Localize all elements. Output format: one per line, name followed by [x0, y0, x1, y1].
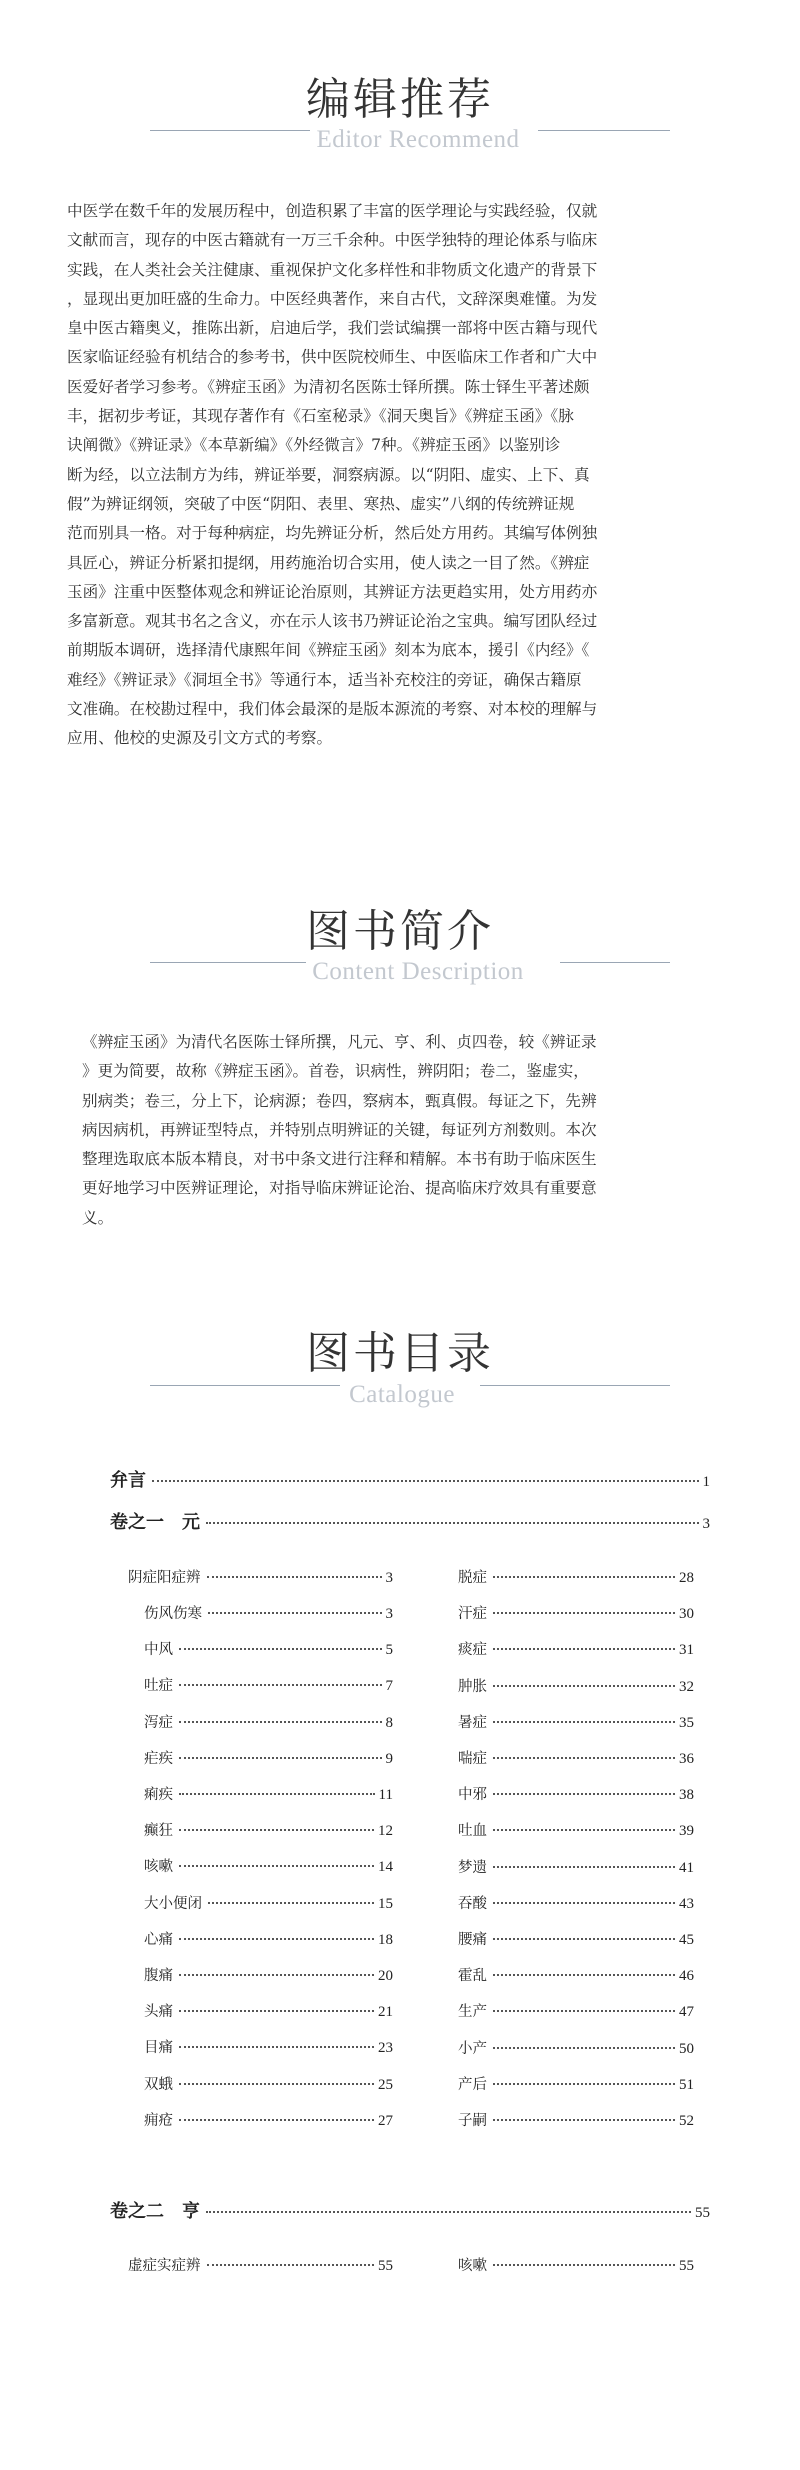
toc-entry[interactable] [144, 1783, 393, 1804]
editor-line: 假”为辨证纲领，突破了中医“阴阳、表里、寒热、虚实”八纲的传统辨证规 [67, 494, 575, 513]
toc-label: 卷之二 亨 [110, 2201, 200, 2222]
toc-page: 9 [385, 1750, 393, 1767]
toc-page: 43 [679, 1895, 694, 1912]
toc-entry[interactable] [144, 2036, 393, 2057]
toc-leader [493, 1721, 675, 1723]
toc-entry[interactable] [458, 1711, 694, 1732]
toc-entry[interactable] [144, 1747, 393, 1768]
toc-label: 痈疮 [144, 2112, 173, 2129]
toc-label: 肿胀 [458, 1678, 487, 1695]
toc-label: 虚症实症辨 [128, 2258, 201, 2274]
toc-page: 30 [679, 1606, 694, 1623]
content-title: 图书简介 [306, 906, 494, 957]
toc-page: 55 [378, 2258, 393, 2274]
toc-entry[interactable] [144, 1964, 393, 1985]
toc-leader [493, 1685, 675, 1687]
toc-leader [206, 2211, 691, 2213]
content-body [82, 1028, 722, 1233]
toc-entry[interactable] [144, 1674, 393, 1695]
toc-label: 疟疾 [144, 1750, 173, 1767]
toc-leader [208, 1612, 382, 1614]
toc-page: 36 [679, 1751, 694, 1767]
toc-page: 39 [679, 1823, 694, 1840]
catalogue-section-header [0, 1326, 800, 1416]
editor-line: ，显现出更加旺盛的生命力。中医经典著作，来自古代，文辞深奥难懂。为发 [67, 289, 598, 308]
toc-leader [493, 1612, 675, 1614]
toc-page: 51 [679, 2076, 694, 2093]
toc-label: 子嗣 [458, 2113, 487, 2129]
toc-label: 吞酸 [458, 1895, 487, 1912]
toc-leader [493, 2119, 675, 2121]
toc-label: 暑症 [458, 1714, 487, 1731]
toc-label: 中邪 [458, 1787, 487, 1804]
toc-page: 41 [679, 1859, 694, 1876]
toc-page: 31 [679, 1642, 694, 1659]
toc-label: 卷之一 元 [110, 1512, 200, 1533]
editor-line: 中医学在数千年的发展历程中，创造积累了丰富的医学理论与实践经验，仅就 [67, 202, 598, 220]
toc-page: 3 [385, 1606, 393, 1622]
toc-leader [493, 1829, 675, 1831]
editor-line: 具匠心，辨证分析紧扣提纲，用药施治切合实用，使人读之一目了然。《辨症 [67, 553, 590, 572]
toc-entry[interactable] [458, 1964, 694, 1985]
toc-leader [493, 1938, 675, 1940]
toc-entry[interactable] [458, 2109, 694, 2130]
toc-page: 52 [679, 2113, 694, 2129]
toc-label: 弁言 [110, 1470, 146, 1491]
toc-label: 喘症 [458, 1751, 487, 1767]
toc-leader [207, 1576, 382, 1578]
toc-entry[interactable] [144, 2109, 393, 2130]
editor-title: 编辑推荐 [306, 74, 494, 125]
toc-label: 咳嗽 [144, 1859, 173, 1876]
toc-label: 癫狂 [144, 1823, 173, 1840]
toc-group-1[interactable] [128, 1566, 393, 1587]
catalogue-title: 图书目录 [306, 1328, 494, 1379]
toc-entry[interactable] [458, 2037, 694, 2058]
toc-entry[interactable] [458, 1928, 694, 1949]
toc-page: 38 [679, 1787, 694, 1804]
toc-entry[interactable] [458, 2000, 694, 2021]
toc-page: 21 [378, 2004, 393, 2021]
toc-entry[interactable] [144, 1928, 393, 1949]
toc-leader [493, 2010, 675, 2012]
toc-entry[interactable] [144, 1819, 393, 1840]
toc-label: 大小便闭 [144, 1895, 202, 1912]
toc-label: 痰症 [458, 1642, 487, 1659]
toc-leader [493, 1648, 675, 1650]
toc-entry[interactable] [144, 1638, 393, 1659]
toc-label: 伤风伤寒 [144, 1606, 202, 1622]
editor-line: 诀阐微》《辨证录》《本草新编》《外经微言》7种。《辨症玉函》以鉴别诊 [67, 436, 561, 455]
toc-leader [208, 1902, 374, 1904]
toc-entry[interactable] [458, 1892, 694, 1913]
editor-body [67, 197, 732, 754]
toc-page: 47 [679, 2004, 694, 2021]
toc-entry[interactable] [458, 1783, 694, 1804]
editor-line: 医爱好者学习参考。《辨症玉函》为清初名医陈士铎所撰。陈士铎生平著述颇 [67, 377, 590, 396]
toc-label: 吐血 [458, 1823, 487, 1840]
toc-label: 目痛 [144, 2040, 173, 2057]
toc-page: 23 [378, 2040, 393, 2057]
toc-leader [179, 1938, 374, 1940]
toc-leader [179, 1721, 382, 1723]
toc-label: 头痛 [144, 2004, 173, 2021]
toc-leader [179, 1648, 382, 1650]
toc-page: 46 [679, 1968, 694, 1985]
toc-page: 55 [679, 2258, 694, 2274]
toc-page: 32 [679, 1678, 694, 1695]
toc-label: 阴症阳症辨 [128, 1570, 201, 1586]
toc-entry[interactable] [144, 1892, 393, 1913]
toc-leader [493, 1866, 675, 1868]
toc-entry[interactable] [458, 1747, 694, 1768]
toc-entry[interactable] [458, 1856, 694, 1877]
toc-leader [179, 1684, 382, 1686]
toc-leader [179, 2119, 374, 2121]
toc-leader [179, 1865, 374, 1867]
toc-entry[interactable] [458, 1638, 694, 1659]
toc-label: 霍乱 [458, 1968, 487, 1985]
toc-group-2-right[interactable] [458, 2254, 694, 2275]
content-line: 别病类；卷三，分上下，论病源；卷四，察病本，甄真假。每证之下，先辨 [82, 1091, 597, 1110]
toc-leader [179, 2083, 374, 2085]
content-subtitle: Content Description [0, 957, 800, 987]
toc-label: 梦遗 [458, 1859, 487, 1876]
toc-leader [493, 2264, 675, 2266]
toc-label: 生产 [458, 2004, 487, 2021]
toc-label: 痢疾 [144, 1787, 173, 1803]
content-section-header [0, 904, 800, 994]
content-line: 更好地学习中医辨证理论，对指导临床辨证论治、提高临床疗效具有重要意 [82, 1179, 597, 1198]
content-line: 《辨症玉函》为清代名医陈士铎所撰，凡元、亨、利、贞四卷，较《辨证录 [82, 1033, 597, 1051]
toc-page: 50 [679, 2040, 694, 2057]
toc-leader [179, 2046, 374, 2048]
toc-label: 汗症 [458, 1606, 487, 1623]
toc-page: 35 [679, 1714, 694, 1731]
toc-page: 8 [385, 1714, 393, 1731]
toc-leader [179, 1757, 382, 1759]
toc-page: 14 [378, 1859, 393, 1876]
content-line: 》更为简要，故称《辨症玉函》。首卷，识病性，辨阴阳；卷二，鉴虚实， [82, 1062, 589, 1081]
catalogue-subtitle: Catalogue [0, 1380, 800, 1410]
toc-entry[interactable] [144, 1602, 393, 1623]
toc-group-2[interactable] [128, 2254, 393, 2275]
toc-leader [179, 1793, 375, 1795]
toc-entry[interactable] [458, 1819, 694, 1840]
toc-label: 小产 [458, 2040, 487, 2057]
editor-line: 应用、他校的史源及引文方式的考察。 [67, 729, 333, 748]
toc-entry[interactable] [144, 2073, 393, 2094]
toc-entry[interactable] [458, 2073, 694, 2094]
editor-subtitle: Editor Recommend [0, 125, 800, 155]
editor-line: 前期版本调研，选择清代康熙年间《辨症玉函》刻本为底本，援引《内经》《 [67, 641, 590, 660]
editor-line: 玉函》注重中医整体观念和辨证论治原则，其辨证方法更趋实用，处方用药亦 [67, 582, 598, 601]
toc-entry[interactable] [458, 1566, 694, 1587]
toc-page: 55 [695, 2205, 710, 2221]
toc-page: 15 [378, 1895, 393, 1912]
editor-line: 实践，在人类社会关注健康、重视保护文化多样性和非物质文化遗产的背景下 [67, 260, 598, 279]
toc-page: 11 [378, 1787, 393, 1803]
editor-line: 丰，据初步考证，其现存著作有《石室秘录》《洞天奥旨》《辨症玉函》《脉 [67, 407, 574, 426]
toc-page: 1 [702, 1474, 710, 1490]
toc-leader [493, 1902, 675, 1904]
toc-volume-1[interactable] [110, 1508, 710, 1534]
toc-page: 7 [385, 1678, 393, 1695]
toc-label: 泻症 [144, 1714, 173, 1731]
toc-page: 20 [378, 1968, 393, 1984]
toc-leader [179, 1974, 374, 1976]
editor-section-header [0, 72, 800, 162]
editor-line: 难经》《辨证录》《洞垣全书》等通行本，适当补充校注的旁证，确保古籍原 [67, 670, 582, 689]
toc-label: 心痛 [144, 1931, 173, 1948]
editor-line: 文献而言，现存的中医古籍就有一万三千余种。中医学独特的理论体系与临床 [67, 231, 598, 250]
toc-preface[interactable] [110, 1466, 710, 1492]
toc-page: 12 [378, 1823, 393, 1840]
toc-page: 3 [385, 1570, 393, 1586]
toc-page: 3 [702, 1516, 710, 1532]
toc-label: 吐症 [144, 1678, 173, 1695]
toc-entry[interactable] [458, 1675, 694, 1696]
toc-label: 咳嗽 [458, 2258, 487, 2274]
toc-page: 5 [385, 1642, 393, 1659]
editor-line: 文准确。在校勘过程中，我们体会最深的是版本源流的考察、对本校的理解与 [67, 700, 598, 719]
editor-line: 医家临证经验有机结合的参考书，供中医院校师生、中医临床工作者和广大中 [67, 348, 598, 367]
toc-leader [493, 1974, 675, 1976]
toc-entry[interactable] [144, 2000, 393, 2021]
toc-label: 产后 [458, 2076, 487, 2093]
toc-leader [179, 2010, 374, 2012]
toc-label: 腰痛 [458, 1932, 487, 1948]
toc-page: 45 [679, 1932, 694, 1948]
toc-label: 双蛾 [144, 2076, 173, 2093]
toc-volume-2[interactable] [110, 2197, 710, 2223]
toc-leader [493, 1793, 675, 1795]
toc-leader [152, 1480, 699, 1482]
editor-line: 多富新意。观其书名之含义，亦在示人该书乃辨证论治之宝典。编写团队经过 [67, 612, 598, 631]
editor-line: 范而别具一格。对于每种病症，均先辨证分析，然后处方用药。其编写体例独 [67, 524, 598, 543]
toc-leader [493, 2047, 675, 2049]
toc-label: 中风 [144, 1642, 173, 1659]
toc-entry[interactable] [144, 1855, 393, 1876]
toc-leader [493, 2083, 675, 2085]
content-line: 病因病机，再辨证型特点，并特别点明辨证的关键，每证列方剂数则。本次 [82, 1120, 597, 1139]
toc-entry[interactable] [144, 1711, 393, 1732]
content-line: 整理选取底本版本精良，对书中条文进行注释和精解。本书有助于临床医生 [82, 1150, 597, 1169]
toc-page: 27 [378, 2112, 393, 2129]
toc-page: 18 [378, 1931, 393, 1948]
toc-label: 腹痛 [144, 1968, 173, 1984]
toc-leader [493, 1757, 675, 1759]
editor-line: 皇中医古籍奥义，推陈出新，启迪后学，我们尝试编撰一部将中医古籍与现代 [67, 319, 598, 338]
toc-leader [206, 1522, 699, 1524]
toc-entry[interactable] [458, 1602, 694, 1623]
content-line: 义。 [82, 1208, 114, 1227]
toc-leader [207, 2264, 375, 2266]
toc-page: 28 [679, 1570, 694, 1586]
toc-page: 25 [378, 2076, 393, 2093]
toc-leader [179, 1829, 374, 1831]
toc-leader [493, 1576, 675, 1578]
toc-label: 脱症 [458, 1570, 487, 1586]
editor-line: 断为经，以立法制方为纬，辨证举要，洞察病源。以“阴阳、虚实、上下、真 [67, 465, 590, 484]
